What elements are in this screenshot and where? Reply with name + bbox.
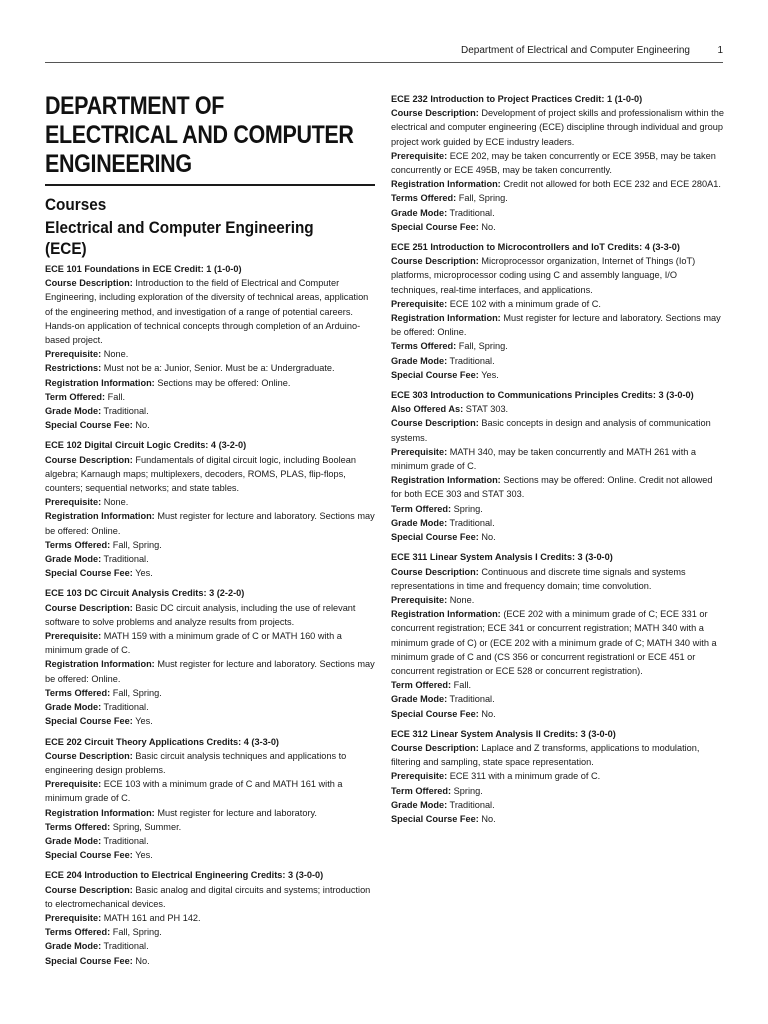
term-offered-row [45, 390, 375, 404]
term-offered-label: Term Offered: [391, 680, 452, 691]
term-offered-row [391, 678, 725, 692]
registration-info-label: Registration Information: [45, 807, 155, 818]
grade-mode-value: Traditional. [449, 694, 495, 705]
term-offered-label: Term Offered: [391, 503, 452, 514]
special-course-fee-label: Special Course Fee: [45, 420, 133, 431]
grade-mode-row [45, 834, 375, 848]
special-course-fee-row [391, 707, 725, 721]
special-course-fee-value: No. [481, 813, 496, 824]
term-offered-value: Spring. [453, 785, 483, 796]
course-entry [391, 388, 725, 544]
terms-offered-value: Fall, Spring. [112, 539, 162, 550]
special-course-fee-label: Special Course Fee: [391, 532, 479, 543]
registration-info-value: Must register for lecture and laboratory. Sections may be offered: Online. [45, 511, 375, 536]
prerequisite-row [45, 347, 375, 361]
prerequisite-value: ECE 202, may be taken concurrently or ECE 395B, may be taken concurrently or ECE 495B, may be taken concurrently. [391, 150, 716, 176]
course-description-row [391, 565, 725, 593]
special-course-fee-value: Yes. [135, 568, 153, 579]
special-course-fee-label: Special Course Fee: [391, 369, 479, 380]
course-description-label: Course Description: [45, 750, 133, 761]
prerequisite-label: Prerequisite: [45, 631, 102, 642]
prerequisite-value: None. [449, 594, 475, 605]
terms-offered-value: Spring, Summer. [112, 821, 182, 832]
page-title-line: ELECTRICAL AND COMPUTER [45, 121, 354, 149]
course-description-label: Course Description: [45, 454, 133, 465]
terms-offered-row [45, 686, 375, 700]
registration-info-label: Registration Information: [391, 313, 501, 324]
restrictions-label: Restrictions: [45, 363, 102, 374]
special-course-fee-label: Special Course Fee: [45, 568, 133, 579]
course-description-value: Basic circuit analysis techniques and applications to engineering design problems. [45, 750, 347, 775]
grade-mode-label: Grade Mode: [45, 406, 102, 417]
registration-info-row [391, 607, 725, 678]
course-title: ECE 311 Linear System Analysis I Credits: 3 (3-0-0) [391, 552, 613, 563]
term-offered-value: Fall. [107, 391, 125, 402]
term-offered-row [391, 502, 725, 516]
course-description-row [391, 741, 725, 769]
right-column [391, 92, 725, 832]
grade-mode-row [45, 404, 375, 418]
left-column [45, 92, 375, 974]
terms-offered-row [391, 339, 725, 353]
prerequisite-row [391, 769, 725, 783]
prerequisite-row [391, 149, 725, 177]
special-course-fee-value: Yes. [135, 716, 153, 727]
terms-offered-label: Terms Offered: [391, 341, 457, 352]
course-entry [45, 438, 375, 580]
running-header-title: Department of Electrical and Computer Engineering [460, 45, 690, 56]
terms-offered-value: Fall, Spring. [458, 193, 508, 204]
grade-mode-value: Traditional. [103, 941, 149, 952]
title-divider [45, 184, 375, 186]
grade-mode-value: Traditional. [103, 406, 149, 417]
course-description-label: Course Description: [45, 884, 133, 895]
registration-info-row [391, 311, 725, 339]
registration-info-value: Credit not allowed for both ECE 232 and ECE 280A1. [503, 179, 721, 190]
special-course-fee-row [45, 848, 375, 862]
special-course-fee-row [391, 530, 725, 544]
grade-mode-value: Traditional. [103, 702, 149, 713]
course-description-label: Course Description: [45, 278, 133, 289]
prerequisite-value: MATH 161 and PH 142. [103, 912, 201, 923]
terms-offered-label: Terms Offered: [45, 539, 111, 550]
grade-mode-value: Traditional. [103, 554, 149, 565]
prerequisite-value: None. [103, 497, 129, 508]
terms-offered-row [45, 820, 375, 834]
page-title-line: ENGINEERING [45, 150, 192, 178]
grade-mode-label: Grade Mode: [391, 694, 448, 705]
special-course-fee-row [391, 220, 725, 234]
registration-info-label: Registration Information: [391, 609, 501, 620]
also-offered-value: STAT 303. [465, 404, 509, 415]
course-description-value: Fundamentals of digital circuit logic, including Boolean algebra; Karnaugh maps; multiplexers, decoders, ROMS, PLAS, flip-flops, counters; sequential networks; and state tables. [45, 454, 357, 494]
grade-mode-row [391, 798, 725, 812]
prerequisite-label: Prerequisite: [45, 912, 102, 923]
grade-mode-label: Grade Mode: [391, 517, 448, 528]
grade-mode-row [391, 516, 725, 530]
course-description-value: Development of project skills and professionalism within the electrical and computer engineering (ECE) discipline through individual and group project work guided by ECE industry leaders. [391, 108, 724, 147]
registration-info-row [391, 473, 725, 501]
subject-heading-line: Electrical and Computer Engineering [45, 218, 314, 237]
course-title: ECE 102 Digital Circuit Logic Credits: 4 (3-2-0) [45, 440, 247, 451]
prerequisite-row [45, 911, 375, 925]
grade-mode-value: Traditional. [449, 355, 495, 366]
prerequisite-value: MATH 159 with a minimum grade of C or MATH 160 with a minimum grade of C. [45, 631, 342, 656]
page-number: 1 [717, 45, 723, 56]
terms-offered-row [391, 191, 725, 205]
course-description-label: Course Description: [391, 742, 479, 753]
registration-info-label: Registration Information: [391, 475, 501, 486]
registration-info-label: Registration Information: [45, 659, 155, 670]
terms-offered-value: Fall, Spring. [112, 687, 162, 698]
course-description-label: Course Description: [391, 108, 479, 119]
grade-mode-label: Grade Mode: [391, 207, 448, 218]
course-entry [391, 240, 725, 382]
prerequisite-label: Prerequisite: [391, 594, 448, 605]
prerequisite-value: ECE 102 with a minimum grade of C. [449, 298, 601, 309]
registration-info-value: Must register for lecture and laboratory. Sections may be offered: Online. [391, 313, 721, 338]
course-description-value: Laplace and Z transforms, applications to modulation, filtering and sampling, state space representation. [391, 742, 700, 768]
prerequisite-value: ECE 103 with a minimum grade of C and MATH 161 with a minimum grade of C. [45, 779, 343, 804]
special-course-fee-value: No. [481, 221, 496, 232]
registration-info-row [45, 657, 375, 685]
course-description-label: Course Description: [391, 418, 479, 429]
prerequisite-label: Prerequisite: [45, 779, 102, 790]
course-description-row [391, 106, 725, 149]
course-description-value: Microprocessor organization, Internet of Things (IoT) platforms, microprocessor coding using C and assembly language, I/O techniques, real-time interfaces, and applications. [391, 256, 696, 295]
course-title: ECE 251 Introduction to Microcontrollers and IoT Credits: 4 (3-3-0) [391, 242, 680, 253]
registration-info-row [45, 509, 375, 537]
special-course-fee-label: Special Course Fee: [45, 850, 133, 861]
term-offered-row [391, 784, 725, 798]
special-course-fee-value: Yes. [135, 850, 153, 861]
grade-mode-value: Traditional. [103, 835, 149, 846]
course-description-label: Course Description: [391, 566, 479, 577]
course-description-value: Basic concepts in design and analysis of communication systems. [391, 418, 711, 443]
course-entry [391, 92, 725, 234]
special-course-fee-label: Special Course Fee: [391, 813, 479, 824]
course-entry [45, 868, 375, 967]
grade-mode-row [45, 700, 375, 714]
grade-mode-label: Grade Mode: [45, 702, 102, 713]
course-title: ECE 103 DC Circuit Analysis Credits: 3 (2-2-0) [45, 588, 245, 599]
grade-mode-row [45, 939, 375, 953]
grade-mode-label: Grade Mode: [391, 799, 448, 810]
course-description-value: Basic analog and digital circuits and systems; introduction to electromechanical devices. [45, 884, 371, 909]
registration-info-label: Registration Information: [391, 179, 501, 190]
term-offered-label: Term Offered: [391, 785, 452, 796]
special-course-fee-label: Special Course Fee: [45, 955, 133, 966]
registration-info-row [45, 376, 375, 390]
grade-mode-row [391, 354, 725, 368]
prerequisite-label: Prerequisite: [45, 497, 102, 508]
grade-mode-row [45, 552, 375, 566]
prerequisite-label: Prerequisite: [391, 446, 448, 457]
grade-mode-value: Traditional. [449, 207, 495, 218]
course-description-value: Introduction to the field of Electrical and Computer Engineering, including exploration of the diversity of technical areas, application of the engineering method, and investigation of a range of potential careers. Hands-on application of technical concepts through completion of an Arduino-based project. [45, 278, 369, 346]
course-description-row [45, 883, 375, 911]
prerequisite-row [45, 629, 375, 657]
terms-offered-label: Terms Offered: [45, 821, 111, 832]
course-entry [45, 735, 375, 863]
registration-info-row [391, 177, 725, 191]
terms-offered-value: Fall, Spring. [112, 927, 162, 938]
special-course-fee-row [45, 418, 375, 432]
course-title: ECE 202 Circuit Theory Applications Credits: 4 (3-3-0) [45, 736, 279, 747]
page-title-line: DEPARTMENT OF [45, 92, 225, 120]
special-course-fee-row [391, 812, 725, 826]
prerequisite-row [391, 593, 725, 607]
restrictions-row [45, 361, 375, 375]
special-course-fee-row [391, 368, 725, 382]
grade-mode-label: Grade Mode: [391, 355, 448, 366]
prerequisite-row [45, 495, 375, 509]
registration-info-value: Sections may be offered: Online. Credit not allowed for both ECE 303 and STAT 303. [391, 475, 713, 500]
grade-mode-row [391, 206, 725, 220]
course-description-row [45, 601, 375, 629]
prerequisite-row [391, 445, 725, 473]
terms-offered-label: Terms Offered: [391, 193, 457, 204]
terms-offered-value: Fall, Spring. [458, 341, 508, 352]
prerequisite-value: ECE 311 with a minimum grade of C. [449, 771, 601, 782]
course-entry [391, 727, 725, 826]
course-title: ECE 303 Introduction to Communications Principles Credits: 3 (3-0-0) [391, 390, 694, 401]
term-offered-value: Spring. [453, 503, 483, 514]
special-course-fee-value: Yes. [481, 369, 499, 380]
terms-offered-label: Terms Offered: [45, 687, 111, 698]
terms-offered-row [45, 538, 375, 552]
course-description-row [45, 276, 375, 347]
course-list-left [45, 262, 375, 968]
header-divider [45, 62, 723, 63]
course-entry [45, 586, 375, 728]
section-heading: Courses [45, 195, 107, 214]
grade-mode-row [391, 692, 725, 706]
prerequisite-value: None. [103, 349, 129, 360]
restrictions-value: Must not be a: Junior, Senior. Must be a: Undergraduate. [103, 363, 335, 374]
page-header [45, 44, 723, 58]
grade-mode-label: Grade Mode: [45, 554, 102, 565]
grade-mode-label: Grade Mode: [45, 941, 102, 952]
also-offered-row [391, 402, 725, 416]
prerequisite-label: Prerequisite: [391, 771, 448, 782]
grade-mode-value: Traditional. [449, 799, 495, 810]
special-course-fee-label: Special Course Fee: [45, 716, 133, 727]
prerequisite-label: Prerequisite: [391, 298, 448, 309]
registration-info-value: Must register for lecture and laboratory. [157, 807, 317, 818]
course-entry [391, 550, 725, 720]
course-description-row [45, 453, 375, 496]
terms-offered-row [45, 925, 375, 939]
registration-info-value: (ECE 202 with a minimum grade of C; ECE 331 or concurrent registration; ECE 341 or concurrent registration; MATH 340 with a minimum grade of C) or (ECE 202 with a minimum grade of C; MATH 340 with a minimum grade of C and (CS 356 or concurrent registrationl or ECE 451 or concurrent registration or ECE 528 or concurrent registration). [391, 609, 717, 676]
special-course-fee-row [45, 566, 375, 580]
prerequisite-value: MATH 340, may be taken concurrently and MATH 261 with a minimum grade of C. [391, 446, 697, 472]
page-title [45, 92, 380, 179]
registration-info-value: Sections may be offered: Online. [157, 377, 291, 388]
course-title: ECE 232 Introduction to Project Practices Credit: 1 (1-0-0) [391, 94, 643, 104]
course-description-label: Course Description: [45, 602, 133, 613]
prerequisite-label: Prerequisite: [45, 349, 102, 360]
prerequisite-label: Prerequisite: [391, 150, 448, 161]
also-offered-label: Also Offered As: [391, 404, 464, 415]
subject-heading [45, 217, 378, 259]
prerequisite-row [45, 777, 375, 805]
terms-offered-label: Terms Offered: [45, 927, 111, 938]
special-course-fee-row [45, 714, 375, 728]
special-course-fee-value: No. [481, 532, 496, 543]
grade-mode-value: Traditional. [449, 517, 495, 528]
course-description-row [391, 254, 725, 297]
registration-info-value: Must register for lecture and laboratory. Sections may be offered: Online. [45, 659, 375, 684]
subject-heading-line: (ECE) [45, 239, 87, 258]
course-title: ECE 312 Linear System Analysis II Credits: 3 (3-0-0) [391, 728, 616, 739]
term-offered-value: Fall. [453, 680, 471, 691]
course-entry [45, 262, 375, 432]
special-course-fee-value: No. [135, 420, 150, 431]
special-course-fee-label: Special Course Fee: [391, 708, 479, 719]
registration-info-label: Registration Information: [45, 377, 155, 388]
special-course-fee-value: No. [135, 955, 150, 966]
course-list-right [391, 92, 725, 826]
registration-info-label: Registration Information: [45, 511, 155, 522]
special-course-fee-row [45, 954, 375, 968]
grade-mode-label: Grade Mode: [45, 835, 102, 846]
course-title: ECE 204 Introduction to Electrical Engineering Credits: 3 (3-0-0) [45, 870, 324, 881]
course-description-value: Basic DC circuit analysis, including the use of relevant software to solve problems and analyze results from projects. [45, 602, 356, 627]
course-description-row [45, 749, 375, 777]
prerequisite-row [391, 297, 725, 311]
special-course-fee-value: No. [481, 708, 496, 719]
course-title: ECE 101 Foundations in ECE Credit: 1 (1-0-0) [45, 264, 242, 274]
course-description-row [391, 416, 725, 444]
registration-info-row [45, 806, 375, 820]
course-description-value: Continuous and discrete time signals and systems representations in time and frequency domain; time convolution. [391, 566, 686, 591]
special-course-fee-label: Special Course Fee: [391, 221, 479, 232]
term-offered-label: Term Offered: [45, 391, 106, 402]
course-description-label: Course Description: [391, 256, 479, 267]
